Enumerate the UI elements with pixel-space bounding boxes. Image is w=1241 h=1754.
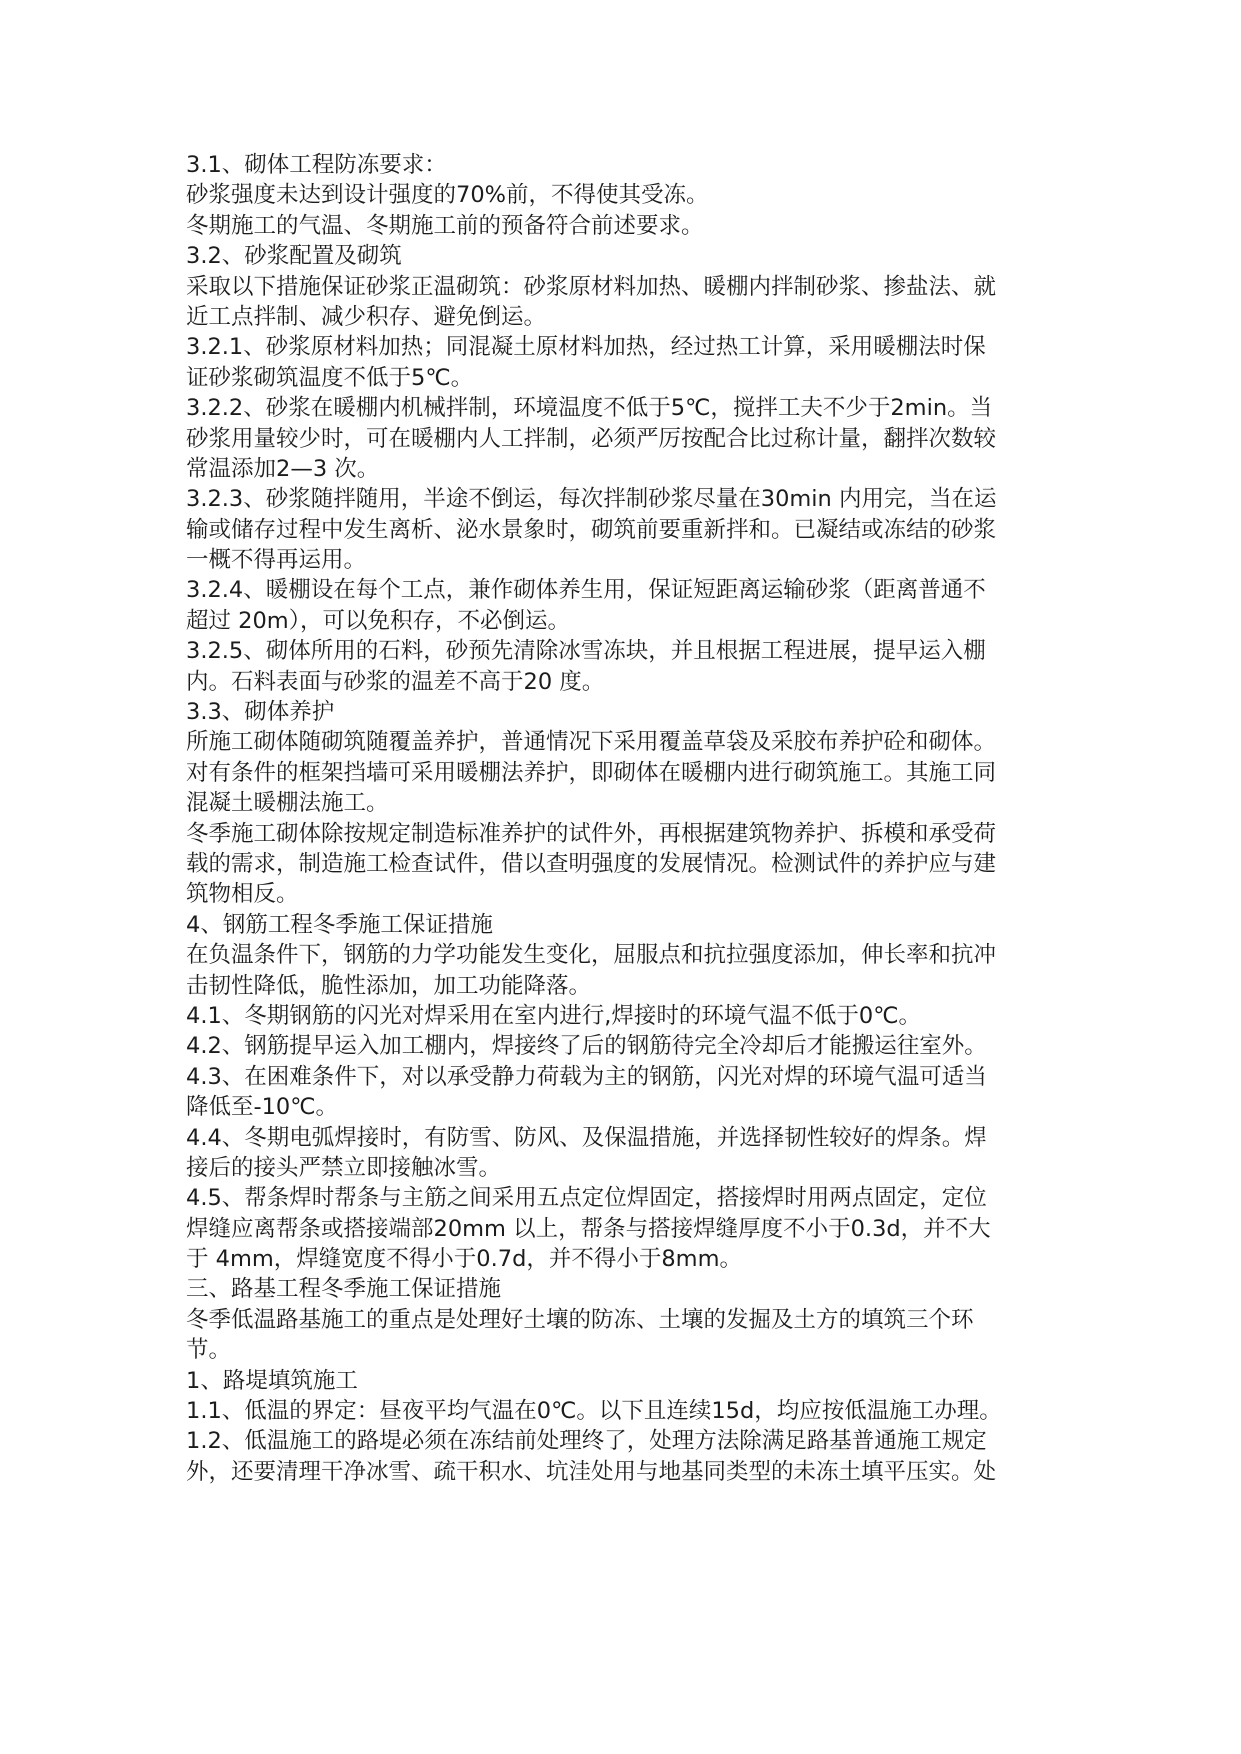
- text-line: 4.2、钢筋提早运入加工棚内，焊接终了后的钢筋待完全冷却后才能搬运往室外。: [186, 1033, 987, 1060]
- text-line: 冬期施工的气温、冬期施工前的预备符合前述要求。: [186, 212, 704, 239]
- text-line: 内。石料表面与砂浆的温差不高于20 度。: [186, 668, 605, 695]
- text-line: 击韧性降低，脆性添加，加工功能降落。: [186, 972, 592, 999]
- text-line: 载的需求，制造施工检查试件，借以查明强度的发展情况。检测试件的养护应与建: [186, 850, 997, 877]
- text-line: 降低至-10℃。: [186, 1094, 339, 1121]
- text-line: 于 4mm，焊缝宽度不得小于0.7d，并不得小于8mm。: [186, 1246, 743, 1273]
- text-line: 冬季低温路基施工的重点是处理好土壤的防冻、土壤的发掘及土方的填筑三个环: [186, 1306, 974, 1333]
- text-line: 外，还要清理干净冰雪、疏干积水、坑洼处用与地基同类型的未冻土填平压实。处: [186, 1458, 997, 1485]
- text-line: 冬季施工砌体除按规定制造标准养护的试件外，再根据建筑物养护、拆模和承受荷: [186, 820, 997, 847]
- text-line: 3.3、砌体养护: [186, 699, 335, 726]
- text-line: 3.2.3、砂浆随拌随用，半途不倒运，每次拌制砂浆尽量在30min 内用完，当在运: [186, 486, 997, 513]
- text-line: 3.2.2、砂浆在暖棚内机械拌制，环境温度不低于5℃，搅拌工夫不少于2min。当: [186, 395, 993, 422]
- text-line: 1、路堤填筑施工: [186, 1367, 358, 1394]
- text-line: 节。: [186, 1337, 232, 1364]
- text-line: 3.2、砂浆配置及砌筑: [186, 243, 402, 270]
- text-line: 在负温条件下，钢筋的力学功能发生变化，屈服点和抗拉强度添加，伸长率和抗冲: [186, 942, 997, 969]
- text-line: 4.1、冬期钢筋的闪光对焊采用在室内进行,焊接时的环境气温不低于0℃。: [186, 1002, 922, 1029]
- text-line: 接后的接头严禁立即接触冰雪。: [186, 1154, 502, 1181]
- text-line: 4.3、在困难条件下，对以承受静力荷载为主的钢筋，闪光对焊的环境气温可适当: [186, 1063, 987, 1090]
- text-line: 采取以下措施保证砂浆正温砌筑：砂浆原材料加热、暖棚内拌制砂浆、掺盐法、就: [186, 273, 997, 300]
- text-line: 筑物相反。: [186, 881, 299, 908]
- text-line: 输或储存过程中发生离析、泌水景象时，砌筑前要重新拌和。已凝结或冻结的砂浆: [186, 516, 997, 543]
- text-line: 4.5、帮条焊时帮条与主筋之间采用五点定位焊固定，搭接焊时用两点固定，定位: [186, 1185, 987, 1212]
- text-line: 一概不得再运用。: [186, 547, 367, 574]
- text-line: 4、钢筋工程冬季施工保证措施: [186, 911, 493, 938]
- text-line: 超过 20m），可以免积存，不必倒运。: [186, 607, 570, 634]
- document-body: [186, 150, 1066, 1487]
- text-line: 三、路基工程冬季施工保证措施: [186, 1276, 502, 1303]
- text-line: 证砂浆砌筑温度不低于5℃。: [186, 364, 474, 391]
- text-line: 4.4、冬期电弧焊接时，有防雪、防风、及保温措施，并选择韧性较好的焊条。焊: [186, 1124, 987, 1151]
- text-line: 砂浆强度未达到设计强度的70%前，不得使其受冻。: [186, 182, 709, 209]
- text-line: 3.1、砌体工程防冻要求：: [186, 152, 447, 178]
- text-line: 焊缝应离帮条或搭接端部20mm 以上，帮条与搭接焊缝厚度不小于0.3d，并不大: [186, 1215, 991, 1242]
- text-line: 所施工砌体随砌筑随覆盖养护，普通情况下采用覆盖草袋及采胶布养护砼和砌体。: [186, 729, 997, 756]
- text-line: 常温添加2—3 次。: [186, 455, 380, 482]
- text-line: 混凝土暖棚法施工。: [186, 790, 389, 817]
- text-line: 1.2、低温施工的路堤必须在冻结前处理终了，处理方法除满足路基普通施工规定: [186, 1428, 987, 1455]
- text-line: 1.1、低温的界定：昼夜平均气温在0℃。以下且连续15d，均应按低温施工办理。: [186, 1398, 1002, 1425]
- text-line: 近工点拌制、减少积存、避免倒运。: [186, 303, 547, 330]
- text-line: 3.2.4、暖棚设在每个工点，兼作砌体养生用，保证短距离运输砂浆（距离普通不: [186, 577, 986, 604]
- text-line: 3.2.1、砂浆原材料加热；同混凝土原材料加热，经过热工计算，采用暖棚法时保: [186, 334, 986, 361]
- text-line: 砂浆用量较少时，可在暖棚内人工拌制，必须严厉按配合比过称计量，翻拌次数较: [186, 425, 997, 452]
- text-line: 3.2.5、砌体所用的石料，砂预先清除冰雪冻块，并且根据工程进展，提早运入棚: [186, 638, 986, 665]
- text-line: 对有条件的框架挡墙可采用暖棚法养护，即砌体在暖棚内进行砌筑施工。其施工同: [186, 759, 997, 786]
